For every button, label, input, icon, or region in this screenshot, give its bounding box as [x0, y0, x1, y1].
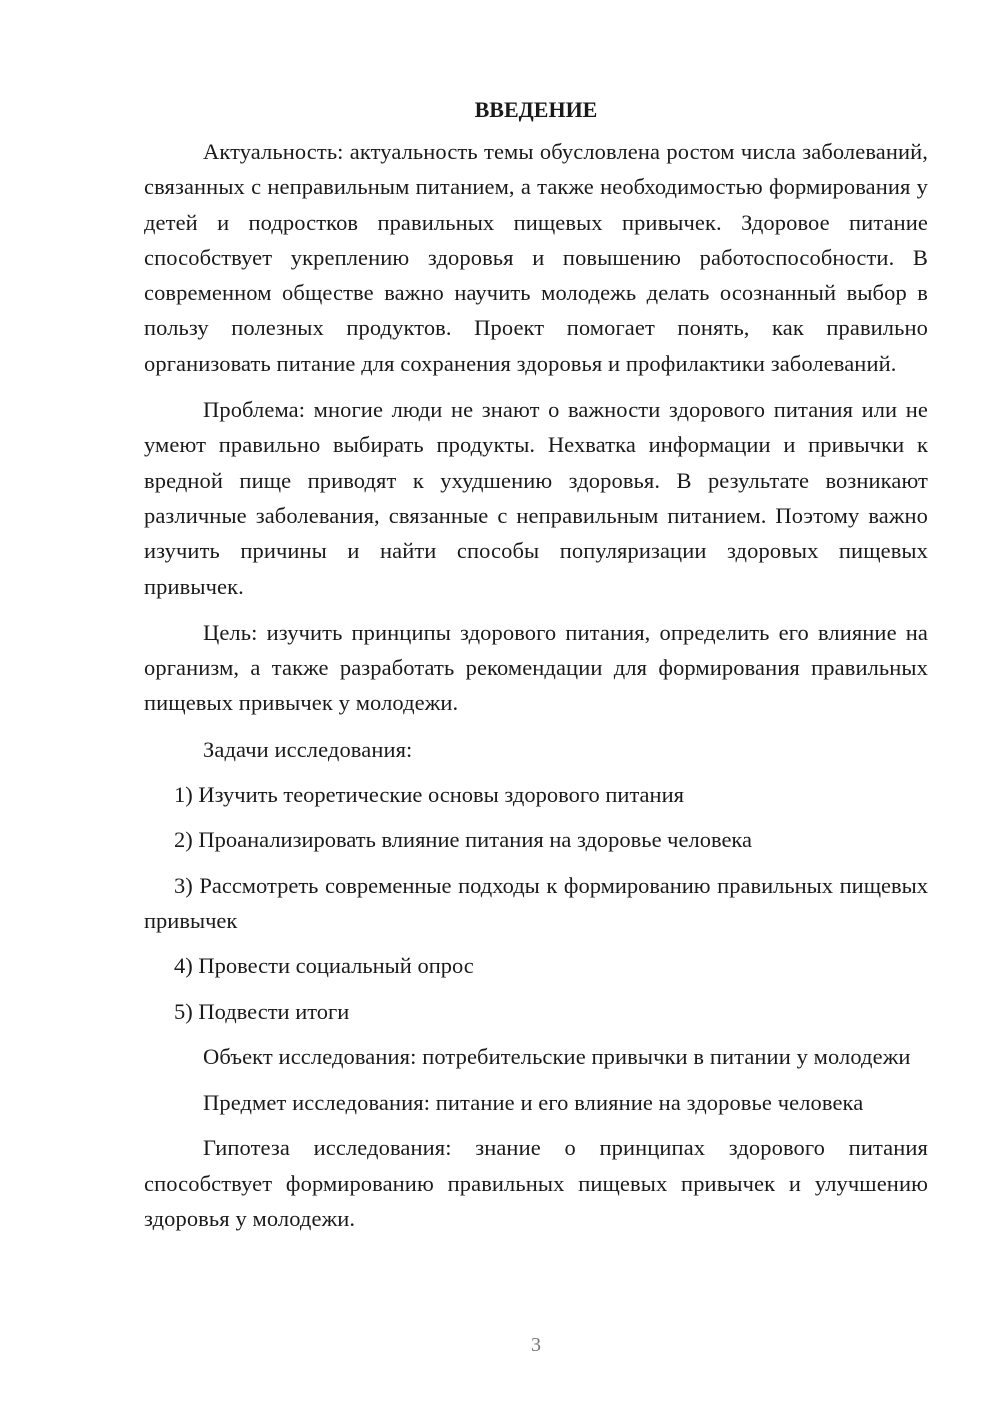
object-paragraph: Объект исследования: потребительские привычки в питании у молодежи: [203, 1043, 911, 1069]
page-number: 3: [531, 1334, 541, 1356]
hypothesis-paragraph: Гипотеза исследования: знание о принципах здорового питания способствует формированию правильных пищевых привычек и улучшению здоровья у молодежи.: [144, 1135, 928, 1232]
task-item: 5) Подвести итоги: [174, 998, 350, 1024]
goal-paragraph: Цель: изучить принципы здорового питания, определить его влияние на организм, а также разработать рекомендации для формирования правильных пищевых привычек у молодежи.: [144, 619, 928, 716]
relevance-paragraph: Актуальность: актуальность темы обусловлена ростом числа заболеваний, связанных с неправильным питанием, а также необходимостью формирования у детей и подростков правильных пищевых привычек. Здоровое питание способствует укреплению здоровья и повышению работоспособности. В современном обществе важно научить молодежь делать осознанный выбор в пользу полезных продуктов. Проект помогает понять, как правильно организовать питание для сохранения здоровья и профилактики заболеваний.: [144, 139, 928, 376]
task-item: 2) Проанализировать влияние питания на здоровье человека: [174, 827, 753, 853]
problem-paragraph: Проблема: многие люди не знают о важности здорового питания или не умеют правильно выбирать продукты. Нехватка информации и привычки к вредной пище приводят к ухудшению здоровья. В результате возникают различные заболевания, связанные с неправильным питанием. Поэтому важно изучить причины и найти способы популяризации здоровых пищевых привычек.: [144, 397, 928, 599]
task-item: 1) Изучить теоретические основы здорового питания: [174, 782, 684, 808]
task-item: 3) Рассмотреть современные подходы к формированию правильных пищевых привычек: [144, 872, 928, 933]
task-item: 4) Провести социальный опрос: [174, 953, 474, 979]
subject-paragraph: Предмет исследования: питание и его влияние на здоровье человека: [203, 1090, 864, 1116]
section-heading: ВВЕДЕНИЕ: [474, 97, 598, 122]
document-page: [144, 95, 928, 1247]
tasks-title: Задачи исследования:: [203, 736, 413, 762]
